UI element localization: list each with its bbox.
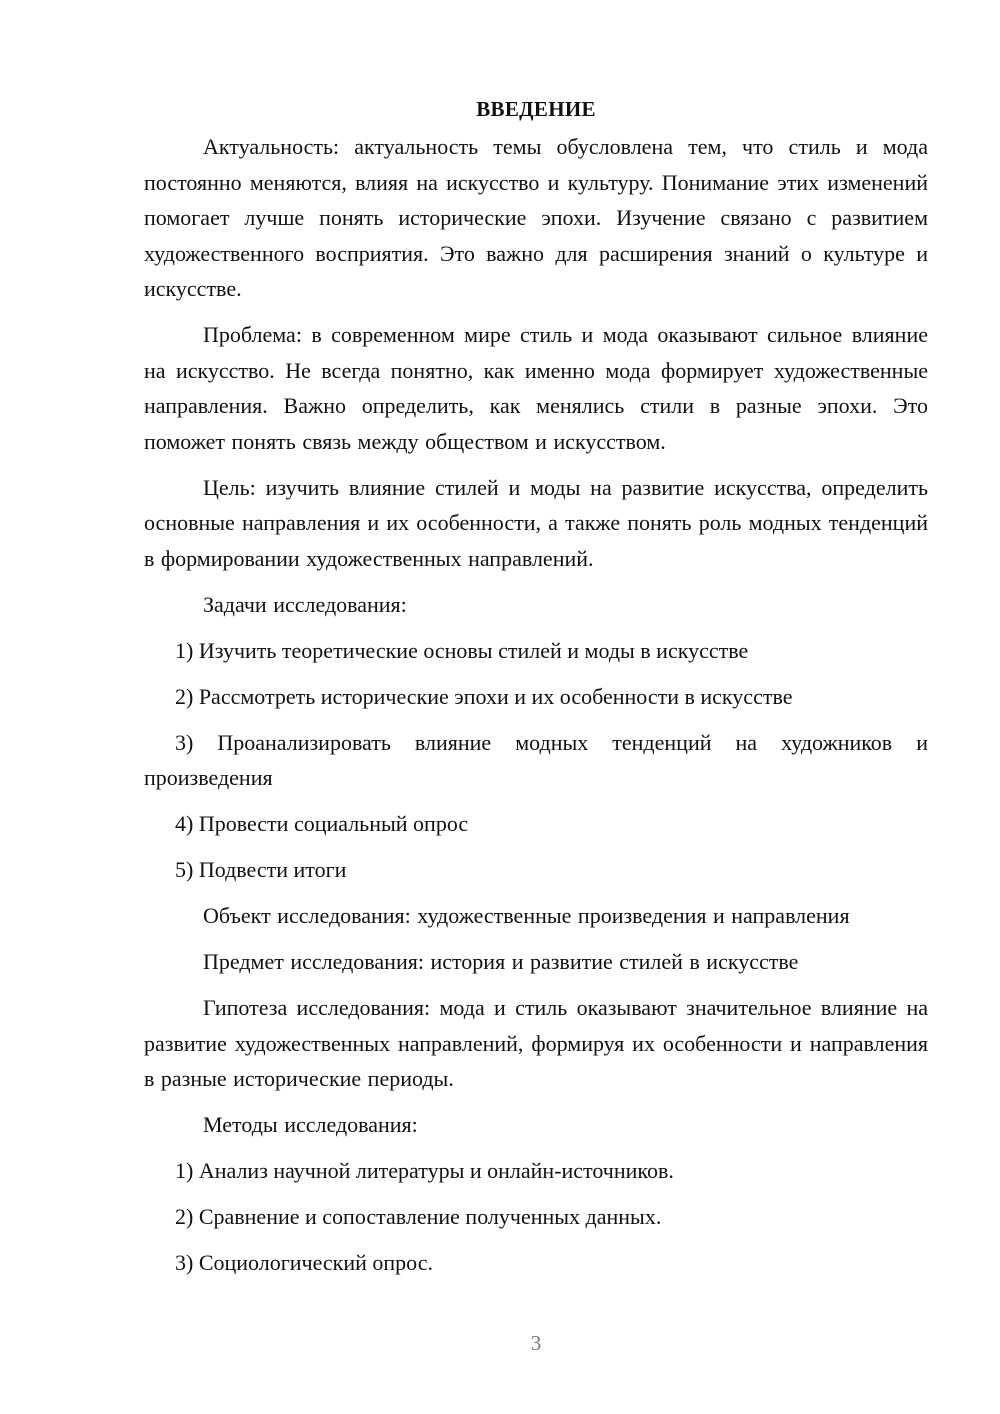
task-item: 4) Провести социальный опрос: [175, 811, 469, 836]
page-content: [144, 92, 928, 1291]
methods-heading: Методы исследования:: [203, 1112, 418, 1137]
task-item: 3) Проанализировать влияние модных тенденций на художников и произведения: [144, 729, 928, 790]
relevance-paragraph: Актуальность: актуальность темы обусловлена тем, что стиль и мода постоянно меняются, влияя на искусство и культуру. Понимание этих изменений помогает лучше понять исторические эпохи. Изучение связано с развитием художественного восприятия. Это важно для расширения знаний о культуре и искусстве.: [144, 134, 928, 301]
hypothesis-paragraph: Гипотеза исследования: мода и стиль оказывают значительное влияние на развитие художественных направлений, формируя их особенности и направления в разные исторические периоды.: [144, 995, 928, 1091]
tasks-heading: Задачи исследования:: [203, 591, 407, 617]
method-item: 2) Сравнение и сопоставление полученных данных.: [175, 1204, 662, 1229]
task-item: 2) Рассмотреть исторические эпохи и их особенности в искусстве: [175, 683, 793, 709]
object-paragraph: Объект исследования: художественные произведения и направления: [203, 903, 850, 928]
page-number: 3: [530, 1331, 542, 1355]
subject-paragraph: Предмет исследования: история и развитие стилей в искусстве: [203, 949, 799, 974]
page-title: ВВЕДЕНИЕ: [476, 97, 596, 121]
method-item: 1) Анализ научной литературы и онлайн-источников.: [175, 1158, 674, 1183]
method-item: 3) Социологический опрос.: [175, 1250, 433, 1275]
task-item: 5) Подвести итоги: [175, 857, 347, 882]
goal-paragraph: Цель: изучить влияние стилей и моды на развитие искусства, определить основные направления и их особенности, а также понять роль модных тенденций в формировании художественных направлений.: [144, 474, 928, 571]
problem-paragraph: Проблема: в современном мире стиль и мода оказывают сильное влияние на искусство. Не всегда понятно, как именно мода формирует художественные направления. Важно определить, как менялись стили в разные эпохи. Это поможет понять связь между обществом и искусством.: [144, 322, 928, 454]
task-item: 1) Изучить теоретические основы стилей и моды в искусстве: [175, 637, 749, 663]
